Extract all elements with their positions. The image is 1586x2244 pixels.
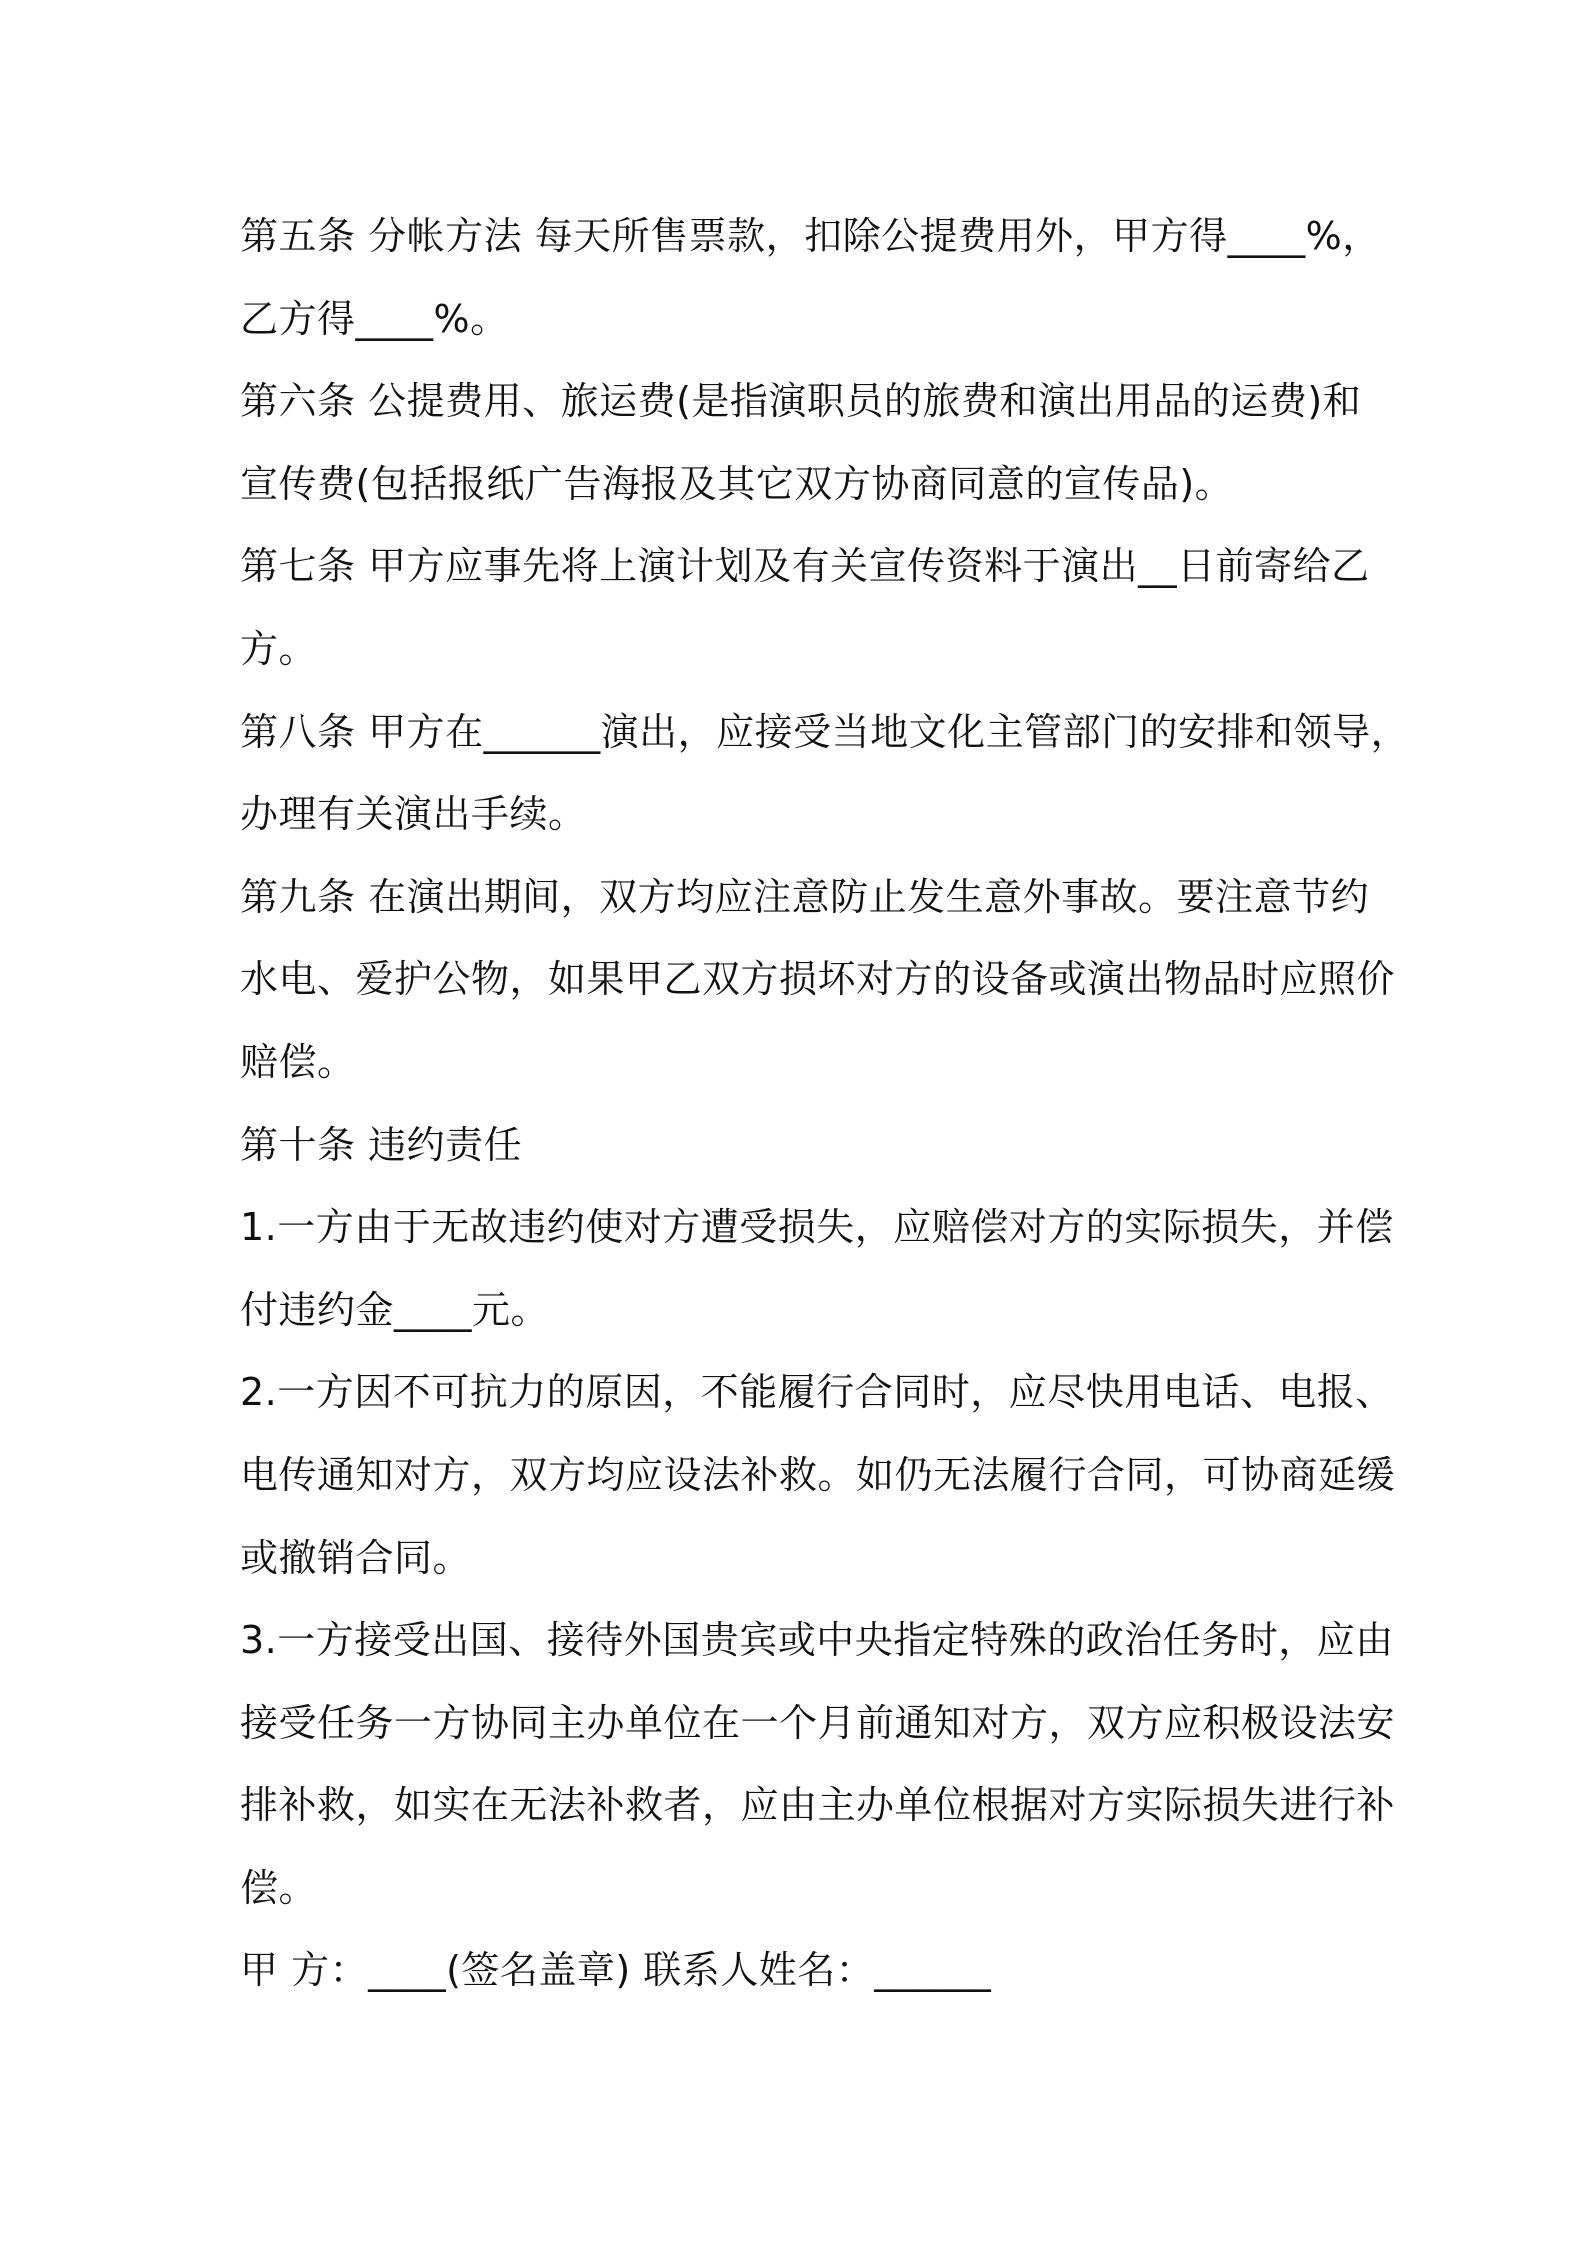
text-line: 第五条 分帐方法 每天所售票款，扣除公提费用外，甲方得____%， <box>240 214 1381 258</box>
text-line: 乙方得____%。 <box>240 296 509 341</box>
text-line: 接受任务一方协同主办单位在一个月前通知对方，双方应积极设法安 <box>240 1700 1396 1745</box>
text-line: 第十条 违约责任 <box>240 1122 523 1167</box>
text-line: 3.一方接受出国、接待外国贵宾或中央指定特殊的政治任务时，应由 <box>240 1618 1394 1663</box>
text-line: 宣传费(包括报纸广告海报及其它双方协商同意的宣传品)。 <box>240 461 1234 506</box>
text-line: 排补救，如实在无法补救者，应由主办单位根据对方实际损失进行补 <box>240 1783 1396 1828</box>
text-line: 2.一方因不可抗力的原因，不能履行合同时，应尽快用电话、电报、 <box>240 1370 1394 1415</box>
text-line: 第六条 公提费用、旅运费(是指演职员的旅费和演出用品的运费)和 <box>240 379 1362 424</box>
text-line: 付违约金____元。 <box>240 1287 550 1332</box>
signature-line: 甲 方：____(签名盖章) 联系人姓名：______ <box>240 1948 992 1993</box>
text-line: 第七条 甲方应事先将上演计划及有关宣传资料于演出__日前寄给乙 <box>240 544 1370 589</box>
text-line: 第八条 甲方在______演出，应接受当地文化主管部门的安排和领导， <box>240 709 1410 754</box>
text-line: 偿。 <box>240 1865 318 1910</box>
text-line: 办理有关演出手续。 <box>240 792 587 837</box>
text-line: 1.一方由于无故违约使对方遭受损失，应赔偿对方的实际损失，并偿 <box>240 1205 1394 1250</box>
text-line: 赔偿。 <box>240 1039 356 1084</box>
text-line: 或撤销合同。 <box>240 1535 472 1580</box>
text-line: 水电、爱护公物，如果甲乙双方损坏对方的设备或演出物品时应照价 <box>240 957 1396 1002</box>
text-line: 方。 <box>240 626 318 671</box>
text-line: 电传通知对方，双方均应设法补救。如仍无法履行合同，可协商延缓 <box>240 1452 1396 1497</box>
text-line: 第九条 在演出期间，双方均应注意防止发生意外事故。要注意节约 <box>240 874 1370 919</box>
